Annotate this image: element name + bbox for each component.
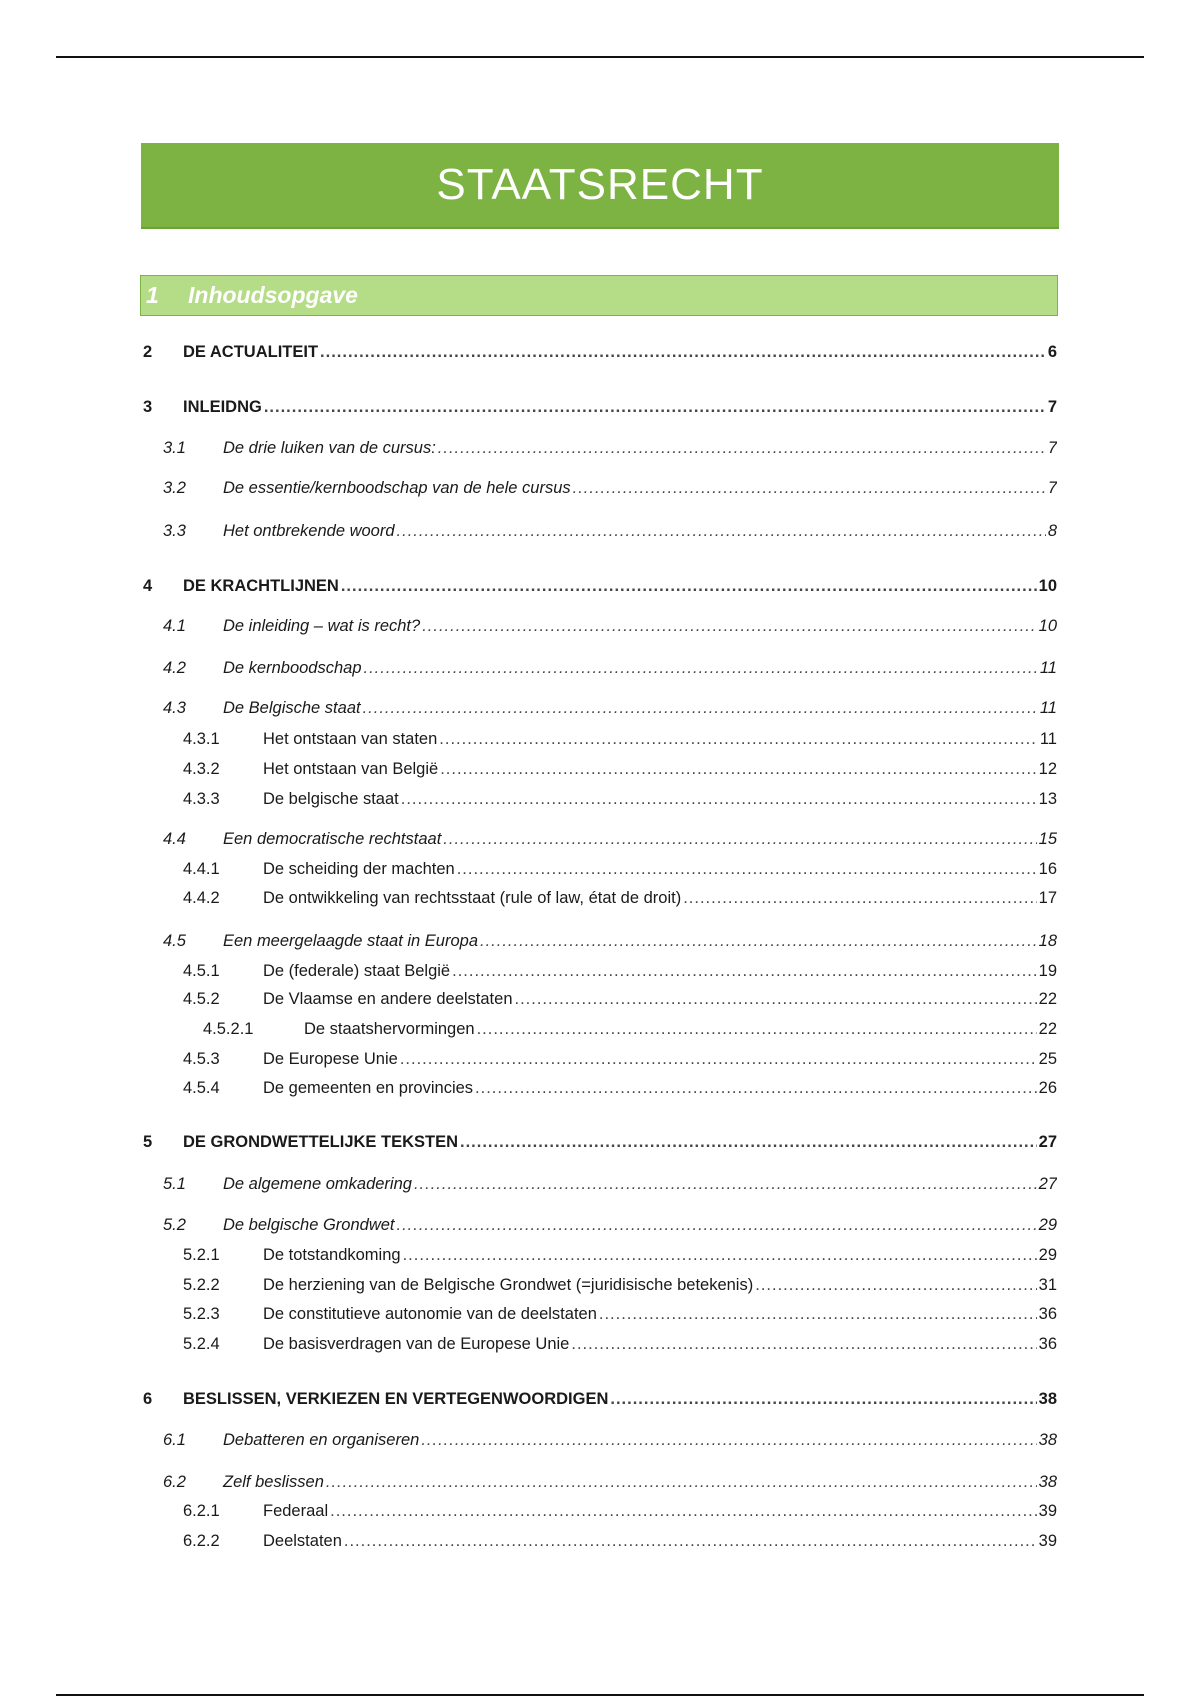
toc-entry-label: INLEIDNG	[183, 398, 262, 416]
toc-entry-number: 4.5.2	[183, 990, 220, 1008]
dot-leader	[264, 398, 1046, 417]
toc-entry-label: Federaal	[263, 1502, 329, 1520]
toc-entry-number: 4.5.3	[183, 1050, 220, 1068]
dot-leader	[403, 1246, 1037, 1265]
toc-entry[interactable]	[143, 398, 1057, 420]
toc-entry[interactable]	[183, 1246, 1057, 1268]
toc-entry-number: 6.2.2	[183, 1532, 220, 1550]
toc-entry-page: 11	[1039, 659, 1057, 677]
dot-leader	[344, 1532, 1037, 1551]
toc-entry-page: 7	[1047, 439, 1057, 457]
toc-entry-label: Een democratische rechtstaat	[223, 830, 442, 848]
toc-entry-number: 2	[143, 343, 153, 361]
dot-leader	[452, 962, 1037, 981]
toc-entry-number: 5.2.4	[183, 1335, 220, 1353]
toc-entry-label: De belgische Grondwet	[223, 1216, 395, 1234]
toc-entry-number: 5.1	[163, 1175, 186, 1193]
toc-entry-page: 36	[1038, 1305, 1057, 1323]
toc-entry-label: De gemeenten en provincies	[263, 1079, 474, 1097]
toc-heading-number: 1	[146, 282, 159, 308]
toc-entry-label: Zelf beslissen	[223, 1473, 324, 1491]
dot-leader	[599, 1305, 1037, 1324]
toc-entry-number: 6.1	[163, 1431, 186, 1449]
toc-entry-number: 5.2.3	[183, 1305, 220, 1323]
toc-entry-label: De ontwikkeling van rechtsstaat (rule of law, état de droit)	[263, 889, 682, 907]
toc-entry-number: 4.3.2	[183, 760, 220, 778]
toc-entry-page: 8	[1047, 522, 1057, 540]
dot-leader	[397, 1216, 1037, 1235]
toc-entry[interactable]	[183, 790, 1057, 812]
toc-heading-label: Inhoudsopgave	[188, 282, 358, 308]
toc-entry-label: Debatteren en organiseren	[223, 1431, 420, 1449]
toc-entry-number: 4.3	[163, 699, 186, 717]
toc-entry-page: 13	[1038, 790, 1057, 808]
toc-entry-number: 4.5.2.1	[203, 1020, 254, 1038]
toc-entry-label: De constitutieve autonomie van de deelstaten	[263, 1305, 597, 1323]
toc-entry-page: 7	[1047, 398, 1057, 416]
dot-leader	[457, 860, 1037, 879]
toc-entry-page: 27	[1038, 1175, 1057, 1193]
dot-leader	[460, 1133, 1037, 1152]
toc-entry-number: 6.2.1	[183, 1502, 220, 1520]
dot-leader	[477, 1020, 1037, 1039]
document-title: STAATSRECHT	[436, 160, 764, 209]
toc-entry-label: DE ACTUALITEIT	[183, 343, 319, 361]
toc-entry-page: 25	[1038, 1050, 1057, 1068]
toc-entry-label: De Vlaamse en andere deelstaten	[263, 990, 513, 1008]
toc-entry-page: 38	[1038, 1473, 1057, 1491]
toc-entry-number: 4.4.2	[183, 889, 220, 907]
dot-leader	[401, 790, 1037, 809]
dot-leader	[422, 617, 1036, 636]
toc-entry-number: 4.1	[163, 617, 186, 635]
toc-entry[interactable]	[163, 1216, 1057, 1238]
toc-entry-label: De staatshervormingen	[304, 1020, 475, 1038]
toc-entry[interactable]	[163, 659, 1057, 681]
toc-entry-label: Een meergelaagde staat in Europa	[223, 932, 479, 950]
toc-entry-number: 4.2	[163, 659, 186, 677]
toc-entry-page: 29	[1038, 1246, 1057, 1264]
toc-entry[interactable]	[183, 1335, 1057, 1357]
toc-entry-number: 4.3.3	[183, 790, 220, 808]
toc-entry[interactable]	[143, 1133, 1057, 1155]
toc-entry-label: De herziening van de Belgische Grondwet (=juridisische betekenis)	[263, 1276, 754, 1294]
dot-leader	[439, 730, 1038, 749]
dot-leader	[683, 889, 1036, 908]
toc-entry-label: Het ontstaan van staten	[263, 730, 438, 748]
toc-entry-label: De (federale) staat België	[263, 962, 451, 980]
dot-leader	[438, 439, 1046, 458]
toc-entry-page: 15	[1038, 830, 1057, 848]
toc-entry-label: DE GRONDWETTELIJKE TEKSTEN	[183, 1133, 459, 1151]
toc-entry-label: DE KRACHTLIJNEN	[183, 577, 339, 595]
toc-entry-label: Het ontstaan van België	[263, 760, 439, 778]
dot-leader	[341, 577, 1037, 596]
toc-entry-page: 39	[1038, 1502, 1057, 1520]
dot-leader	[364, 659, 1038, 678]
toc-entry[interactable]	[163, 830, 1057, 852]
toc-entry-label: De scheiding der machten	[263, 860, 455, 878]
toc-entry[interactable]	[143, 343, 1057, 365]
dot-leader	[397, 522, 1046, 541]
toc-entry-page: 11	[1039, 730, 1057, 748]
toc-entry-page: 38	[1038, 1390, 1057, 1408]
toc-entry-number: 3.1	[163, 439, 186, 457]
toc-entry-label: De essentie/kernboodschap van de hele cursus	[223, 479, 571, 497]
toc-entry-page: 27	[1038, 1133, 1057, 1151]
dot-leader	[443, 830, 1036, 849]
toc-entry-number: 5.2.2	[183, 1276, 220, 1294]
toc-entry-page: 36	[1038, 1335, 1057, 1353]
toc-entry-page: 6	[1047, 343, 1057, 361]
toc-entry-page: 29	[1038, 1216, 1057, 1234]
toc-entry-number: 3	[143, 398, 153, 416]
toc-entry-label: De kernboodschap	[223, 659, 362, 677]
dot-leader	[475, 1079, 1037, 1098]
toc-entry-number: 6.2	[163, 1473, 186, 1491]
toc-entry-number: 3.3	[163, 522, 186, 540]
toc-entry[interactable]	[163, 699, 1057, 721]
toc-entry[interactable]	[183, 1050, 1057, 1072]
toc-entry-page: 19	[1038, 962, 1057, 980]
dot-leader	[320, 343, 1046, 362]
dot-leader	[363, 699, 1038, 718]
toc-entry[interactable]	[163, 1473, 1057, 1495]
footer-rule	[56, 1694, 1144, 1696]
toc-entry-label: Deelstaten	[263, 1532, 342, 1550]
toc-entry-page: 39	[1038, 1532, 1057, 1550]
toc-entry[interactable]	[163, 439, 1057, 461]
toc-entry-page: 10	[1038, 617, 1057, 635]
toc-entry-number: 4.4	[163, 830, 186, 848]
toc-entry[interactable]	[163, 932, 1057, 954]
toc-entry-number: 6	[143, 1390, 153, 1408]
toc-entry-page: 10	[1038, 577, 1057, 595]
toc-entry[interactable]	[143, 577, 1057, 599]
toc-entry[interactable]	[143, 1390, 1057, 1412]
toc-entry[interactable]	[183, 1079, 1057, 1101]
toc-entry[interactable]	[183, 962, 1057, 984]
toc-entry-label: Het ontbrekende woord	[223, 522, 395, 540]
toc-entry[interactable]	[183, 760, 1057, 782]
toc-entry-page: 26	[1038, 1079, 1057, 1097]
toc-entry[interactable]	[163, 617, 1057, 639]
toc-entry[interactable]	[183, 1532, 1057, 1554]
toc-entry[interactable]	[183, 1276, 1057, 1298]
toc-entry-page: 16	[1038, 860, 1057, 878]
dot-leader	[573, 479, 1046, 498]
toc-entry-number: 4.4.1	[183, 860, 220, 878]
toc-entry-page: 22	[1038, 1020, 1057, 1038]
toc-entry-label: De belgische staat	[263, 790, 399, 808]
toc-entry-number: 5	[143, 1133, 153, 1151]
toc-entry-label: De Europese Unie	[263, 1050, 398, 1068]
toc-entry-number: 3.2	[163, 479, 186, 497]
toc-entry-label: De basisverdragen van de Europese Unie	[263, 1335, 570, 1353]
toc-entry[interactable]	[163, 1431, 1057, 1453]
toc-entry-label: De totstandkoming	[263, 1246, 401, 1264]
toc-entry-label: De Belgische staat	[223, 699, 361, 717]
toc-entry[interactable]	[183, 860, 1057, 882]
toc-entry[interactable]	[163, 1175, 1057, 1197]
toc-entry-page: 31	[1038, 1276, 1057, 1294]
toc-entry-number: 4.5.4	[183, 1079, 220, 1097]
dot-leader	[440, 760, 1036, 779]
toc-entry-page: 7	[1047, 479, 1057, 497]
dot-leader	[610, 1390, 1036, 1409]
dot-leader	[515, 990, 1037, 1009]
toc-entry[interactable]	[183, 730, 1057, 752]
toc-entry-label: De inleiding – wat is recht?	[223, 617, 421, 635]
toc-entry-number: 4.3.1	[183, 730, 220, 748]
toc-entry-number: 4	[143, 577, 153, 595]
dot-leader	[330, 1502, 1037, 1521]
dot-leader	[414, 1175, 1037, 1194]
toc-entry-page: 22	[1038, 990, 1057, 1008]
dot-leader	[755, 1276, 1036, 1295]
dot-leader	[571, 1335, 1036, 1354]
dot-leader	[326, 1473, 1037, 1492]
dot-leader	[480, 932, 1037, 951]
toc-entry[interactable]	[183, 1502, 1057, 1524]
dot-leader	[400, 1050, 1037, 1069]
toc-entry-label: De algemene omkadering	[223, 1175, 412, 1193]
toc-entry[interactable]	[163, 522, 1057, 544]
toc-entry[interactable]	[163, 479, 1057, 501]
toc-entry-number: 4.5	[163, 932, 186, 950]
toc-entry[interactable]	[183, 889, 1057, 911]
toc-entry-page: 18	[1038, 932, 1057, 950]
toc-entry-label: BESLISSEN, VERKIEZEN EN VERTEGENWOORDIGEN	[183, 1390, 609, 1408]
toc-entry-number: 5.2.1	[183, 1246, 220, 1264]
toc-entry[interactable]	[183, 1305, 1057, 1327]
toc-entry-label: De drie luiken van de cursus:	[223, 439, 436, 457]
toc-entry-page: 12	[1038, 760, 1057, 778]
toc-entry-page: 38	[1038, 1431, 1057, 1449]
toc-entry-number: 4.5.1	[183, 962, 220, 980]
toc-entry[interactable]	[183, 990, 1057, 1012]
toc-entry-page: 17	[1038, 889, 1057, 907]
toc-entry-number: 5.2	[163, 1216, 186, 1234]
toc-entry-page: 11	[1039, 699, 1057, 717]
toc-entry[interactable]	[203, 1020, 1057, 1042]
dot-leader	[421, 1431, 1036, 1450]
